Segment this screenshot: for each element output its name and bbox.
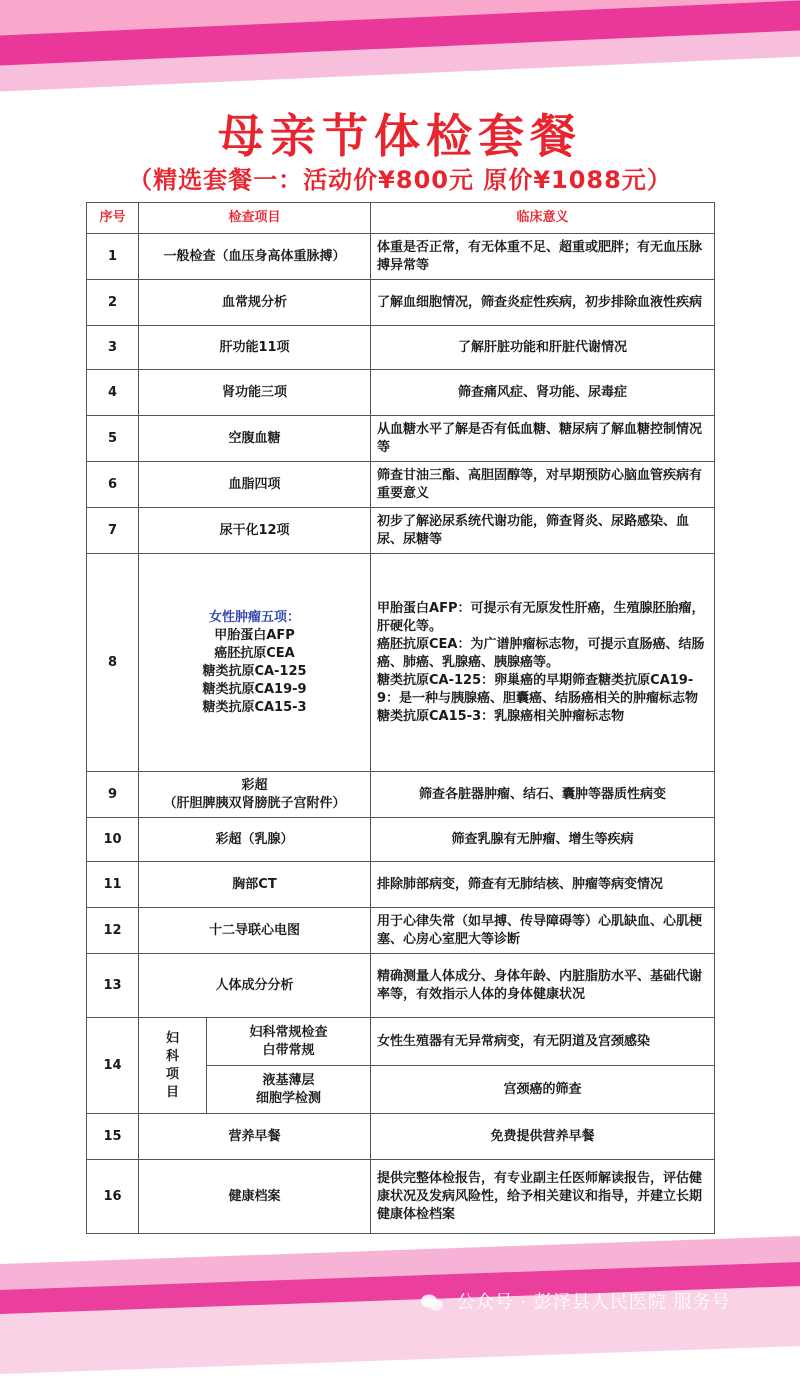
row-item: 胸部CT: [139, 862, 371, 908]
row-no: 14: [87, 1018, 139, 1114]
row-item-sub: （肝胆脾胰双肾膀胱子宫附件）: [163, 795, 346, 811]
row-item: 肾功能三项: [139, 370, 371, 416]
row-meaning: 免费提供营养早餐: [371, 1114, 715, 1160]
tumor-markers-item: [139, 554, 371, 772]
table-row: [87, 772, 715, 818]
row-item: 人体成分分析: [139, 954, 371, 1018]
header-meaning: 临床意义: [371, 203, 715, 234]
table-row: [87, 370, 715, 416]
tumor-markers-meaning: [371, 554, 715, 772]
row-meaning: 从血糖水平了解是否有低血糖、糖尿病了解血糖控制情况等: [371, 416, 715, 462]
row-item-main: 彩超: [241, 777, 268, 793]
row-item: 液基薄层 细胞学检测: [207, 1066, 371, 1114]
header-item: 检查项目: [139, 203, 371, 234]
row-meaning: 提供完整体检报告，有专业副主任医师解读报告，评估健康状况及发病风险性，给予相关建议和指导，并建立长期健康体检档案: [371, 1160, 715, 1234]
marker-meaning: 癌胚抗原CEA：为广谱肿瘤标志物，可提示直肠癌、结肠癌、肺癌、乳腺癌、胰腺癌等。: [377, 636, 705, 670]
row-no: 8: [87, 554, 139, 772]
header-no: 序号: [87, 203, 139, 234]
row-meaning: 宫颈癌的筛查: [371, 1066, 715, 1114]
row-meaning: 筛查甘油三酯、高胆固醇等，对早期预防心脑血管疾病有重要意义: [371, 462, 715, 508]
marker-item: 糖类抗原CA19-9: [202, 681, 307, 697]
table-row: [87, 326, 715, 370]
row-item: 肝功能11项: [139, 326, 371, 370]
row-item: 空腹血糖: [139, 416, 371, 462]
row-meaning: 初步了解泌尿系统代谢功能，筛查肾炎、尿路感染、血尿、尿糖等: [371, 508, 715, 554]
table-row: [87, 462, 715, 508]
row-no: 12: [87, 908, 139, 954]
wechat-footer: [420, 1288, 731, 1314]
row-no: 7: [87, 508, 139, 554]
row-meaning: 了解血细胞情况，筛查炎症性疾病，初步排除血液性疾病: [371, 280, 715, 326]
table-header-row: [87, 203, 715, 234]
row-item: 血常规分析: [139, 280, 371, 326]
row-no: 15: [87, 1114, 139, 1160]
marker-item: 糖类抗原CA15-3: [202, 699, 307, 715]
row-item: 营养早餐: [139, 1114, 371, 1160]
table-row: [87, 1018, 715, 1066]
tumor-markers-heading: 女性肿瘤五项：: [209, 609, 301, 625]
row-no: 1: [87, 234, 139, 280]
row-meaning: 了解肝脏功能和肝脏代谢情况: [371, 326, 715, 370]
row-no: 4: [87, 370, 139, 416]
row-meaning: 精确测量人体成分、身体年龄、内脏脂肪水平、基础代谢率等，有效指示人体的身体健康状况: [371, 954, 715, 1018]
row-item: 血脂四项: [139, 462, 371, 508]
row-no: 10: [87, 818, 139, 862]
table-row: [87, 1160, 715, 1234]
marker-meaning: 糖类抗原CA-125：卵巢癌的早期筛查糖类抗原CA19-9：是一种与胰腺癌、胆囊癌、结肠癌相关的肿瘤标志物: [377, 672, 699, 706]
row-no: 16: [87, 1160, 139, 1234]
row-no: 9: [87, 772, 139, 818]
gyn-group-label: 妇 科 项 目: [139, 1018, 207, 1114]
row-item: 一般检查（血压身高体重脉搏）: [139, 234, 371, 280]
row-no: 6: [87, 462, 139, 508]
row-item: 彩超（乳腺）: [139, 818, 371, 862]
row-meaning: 筛查乳腺有无肿瘤、增生等疾病: [371, 818, 715, 862]
table-row: [87, 280, 715, 326]
row-no: 5: [87, 416, 139, 462]
row-no: 3: [87, 326, 139, 370]
marker-meaning: 甲胎蛋白AFP：可提示有无原发性肝癌，生殖腺胚胎瘤，肝硬化等。: [377, 600, 705, 634]
table-row: [87, 954, 715, 1018]
page-title: 母亲节体检套餐: [218, 109, 582, 163]
table-row: [87, 818, 715, 862]
row-no: 11: [87, 862, 139, 908]
marker-item: 糖类抗原CA-125: [202, 663, 307, 679]
row-meaning: 排除肺部病变，筛查有无肺结核、肿瘤等病变情况: [371, 862, 715, 908]
row-item: 健康档案: [139, 1160, 371, 1234]
row-meaning: 女性生殖器有无异常病变，有无阴道及宫颈感染: [371, 1018, 715, 1066]
table-row: [87, 1114, 715, 1160]
footer-text: 公众号 · 彭泽县人民医院 服务号: [456, 1292, 731, 1313]
marker-meaning: 糖类抗原CA15-3：乳腺癌相关肿瘤标志物: [377, 708, 625, 724]
row-item: 尿干化12项: [139, 508, 371, 554]
marker-item: 癌胚抗原CEA: [214, 645, 295, 661]
row-no: 2: [87, 280, 139, 326]
row-item: [139, 772, 371, 818]
row-meaning: 筛查痛风症、肾功能、尿毒症: [371, 370, 715, 416]
table-row: [87, 862, 715, 908]
table-row: [87, 416, 715, 462]
table-row: [87, 234, 715, 280]
row-item: 十二导联心电图: [139, 908, 371, 954]
row-item: 妇科常规检查 白带常规: [207, 1018, 371, 1066]
table-row: [87, 554, 715, 772]
checkup-table: [86, 202, 715, 1234]
table-row: [87, 908, 715, 954]
row-no: 13: [87, 954, 139, 1018]
wechat-icon: [420, 1294, 444, 1312]
row-meaning: 筛查各脏器肿瘤、结石、囊肿等器质性病变: [371, 772, 715, 818]
row-meaning: 体重是否正常，有无体重不足、超重或肥胖；有无血压脉搏异常等: [371, 234, 715, 280]
row-meaning: 用于心律失常（如早搏、传导障碍等）心肌缺血、心肌梗塞、心房心室肥大等诊断: [371, 908, 715, 954]
price-subtitle: （精选套餐一：活动价¥800元 原价¥1088元）: [128, 166, 672, 194]
marker-item: 甲胎蛋白AFP: [214, 627, 295, 643]
table-row: [87, 508, 715, 554]
